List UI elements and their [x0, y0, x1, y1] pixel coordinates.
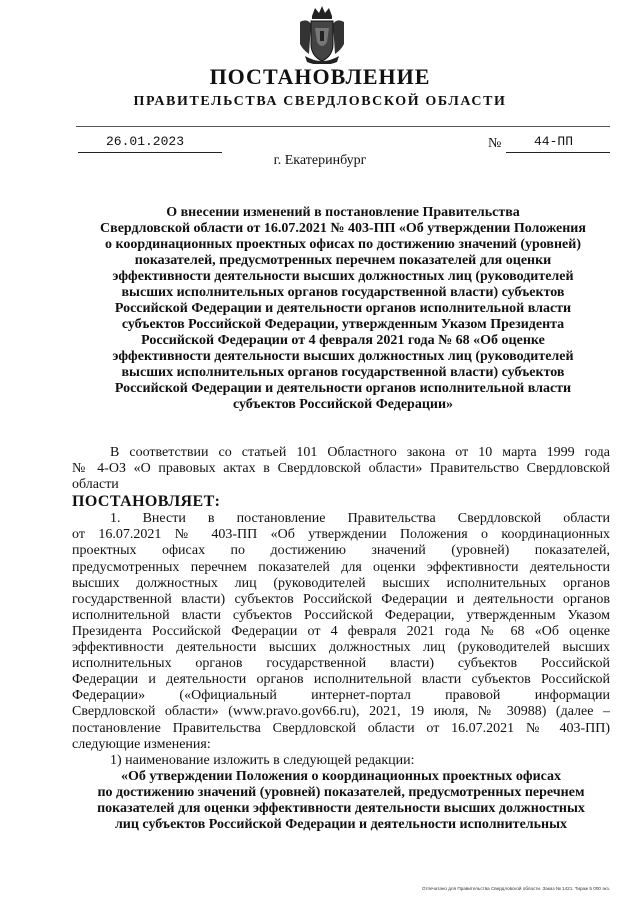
heading-line: показателей, предусмотренных перечнем показателей для оценки — [134, 253, 552, 268]
document-body — [72, 445, 610, 833]
print-note: Отпечатано для Правительства Свердловской области. Заказ № 1421. Тираж 5 000 экз. — [421, 886, 610, 891]
city: г. Екатеринбург — [273, 153, 367, 168]
item1-line: Федерации» («Официальный интернет-портал правовой информации — [72, 688, 610, 704]
quote-line: «Об утверждении Положения о координационных проектных офисах — [120, 768, 562, 784]
heading-line: Российской Федерации и деятельности органов исполнительной власти — [114, 301, 572, 316]
item1-line: исполнительных органов государственной власти) субъектов Российской — [72, 656, 610, 672]
item1-line: предусмотренных перечнем показателей для оценки эффективности деятельности — [72, 559, 610, 575]
preamble-line: области — [72, 477, 119, 493]
item1-line: проектных офисах по достижению значений (уровней) показателей, — [72, 543, 610, 559]
subitem-1: 1) наименование изложить в следующей редакции: — [110, 752, 415, 768]
document-date: 26.01.2023 — [106, 134, 185, 149]
decree-word: ПОСТАНОВЛЯЕТ: — [72, 493, 221, 511]
heading-line: субъектов Российской Федерации, утвержденным Указом Президента — [121, 317, 565, 332]
header-divider — [76, 126, 610, 127]
item1-line: Федерации и деятельности органов исполнительной власти субъектов Российской — [72, 672, 610, 688]
item1-line: Президента Российской Федерации от 4 февраля 2021 года № 68 «Об оценке — [72, 623, 610, 639]
new-title-quote — [72, 769, 610, 833]
quote-line: лиц субъектов Российской Федерации и деятельности исполнительных — [114, 817, 568, 833]
item1-line: высших должностных лиц (руководителей высших исполнительных органов — [72, 575, 610, 591]
item1-line: Свердловской области» (www.pravo.gov66.ru), 2021, 19 июля, № 30988) (далее – — [72, 704, 610, 720]
quote-line: по достижению значений (уровней) показателей, предусмотренных перечнем — [97, 784, 585, 800]
item1-line: постановление Правительства Свердловской области от 16.07.2021 № 403-ПП) — [72, 720, 610, 736]
heading-line: эффективности деятельности высших должностных лиц (руководителей — [112, 269, 574, 284]
heading-line: высших исполнительных органов государственной власти) субъектов — [121, 285, 565, 300]
heading-line: субъектов Российской Федерации» — [232, 397, 454, 412]
number-field — [506, 134, 610, 153]
heading-line: Российской Федерации от 4 февраля 2021 года № 68 «Об оценке — [141, 333, 545, 348]
date-field — [78, 134, 222, 153]
item1-line: эффективности деятельности высших должностных лиц (руководителей высших — [72, 640, 610, 656]
item1-line: исполнительной власти субъектов Российской Федерации, утвержденным Указом — [72, 607, 610, 623]
coat-of-arms-icon — [297, 6, 347, 64]
item1-line: следующие изменения: — [72, 736, 211, 752]
document-heading — [76, 205, 610, 413]
heading-line: высших исполнительных органов государственной власти) субъектов — [121, 365, 565, 380]
preamble-line: В соответствии со статьей 101 Областного закона от 10 марта 1999 года — [110, 445, 610, 460]
heading-line: эффективности деятельности высших должностных лиц (руководителей — [112, 349, 574, 364]
number-sign: № — [488, 136, 502, 151]
heading-line: Свердловской области от 16.07.2021 № 403-ПП «Об утверждении Положения — [100, 221, 586, 236]
quote-line: показателей для оценки эффективности деятельности высших должностных — [97, 800, 585, 816]
issuing-authority: ПРАВИТЕЛЬСТВА СВЕРДЛОВСКОЙ ОБЛАСТИ — [133, 94, 507, 109]
heading-line: О внесении изменений в постановление Правительства — [166, 205, 520, 220]
preamble-line: № 4-ОЗ «О правовых актах в Свердловской области» Правительство Свердловской — [72, 461, 610, 477]
item1-line: 1. Внести в постановление Правительства Свердловской области — [110, 511, 610, 527]
document-type-title: ПОСТАНОВЛЕНИЕ — [209, 64, 431, 89]
heading-line: о координационных проектных офисах по достижению значений (уровней) — [105, 237, 581, 252]
item1-line: от 16.07.2021 № 403-ПП «Об утверждении Положения о координационных — [72, 527, 610, 543]
heading-line: Российской Федерации и деятельности органов исполнительной власти — [114, 381, 572, 396]
document-number: 44-ПП — [534, 134, 574, 149]
item1-line: государственной власти) субъектов Российской Федерации и деятельности органов — [72, 591, 610, 607]
